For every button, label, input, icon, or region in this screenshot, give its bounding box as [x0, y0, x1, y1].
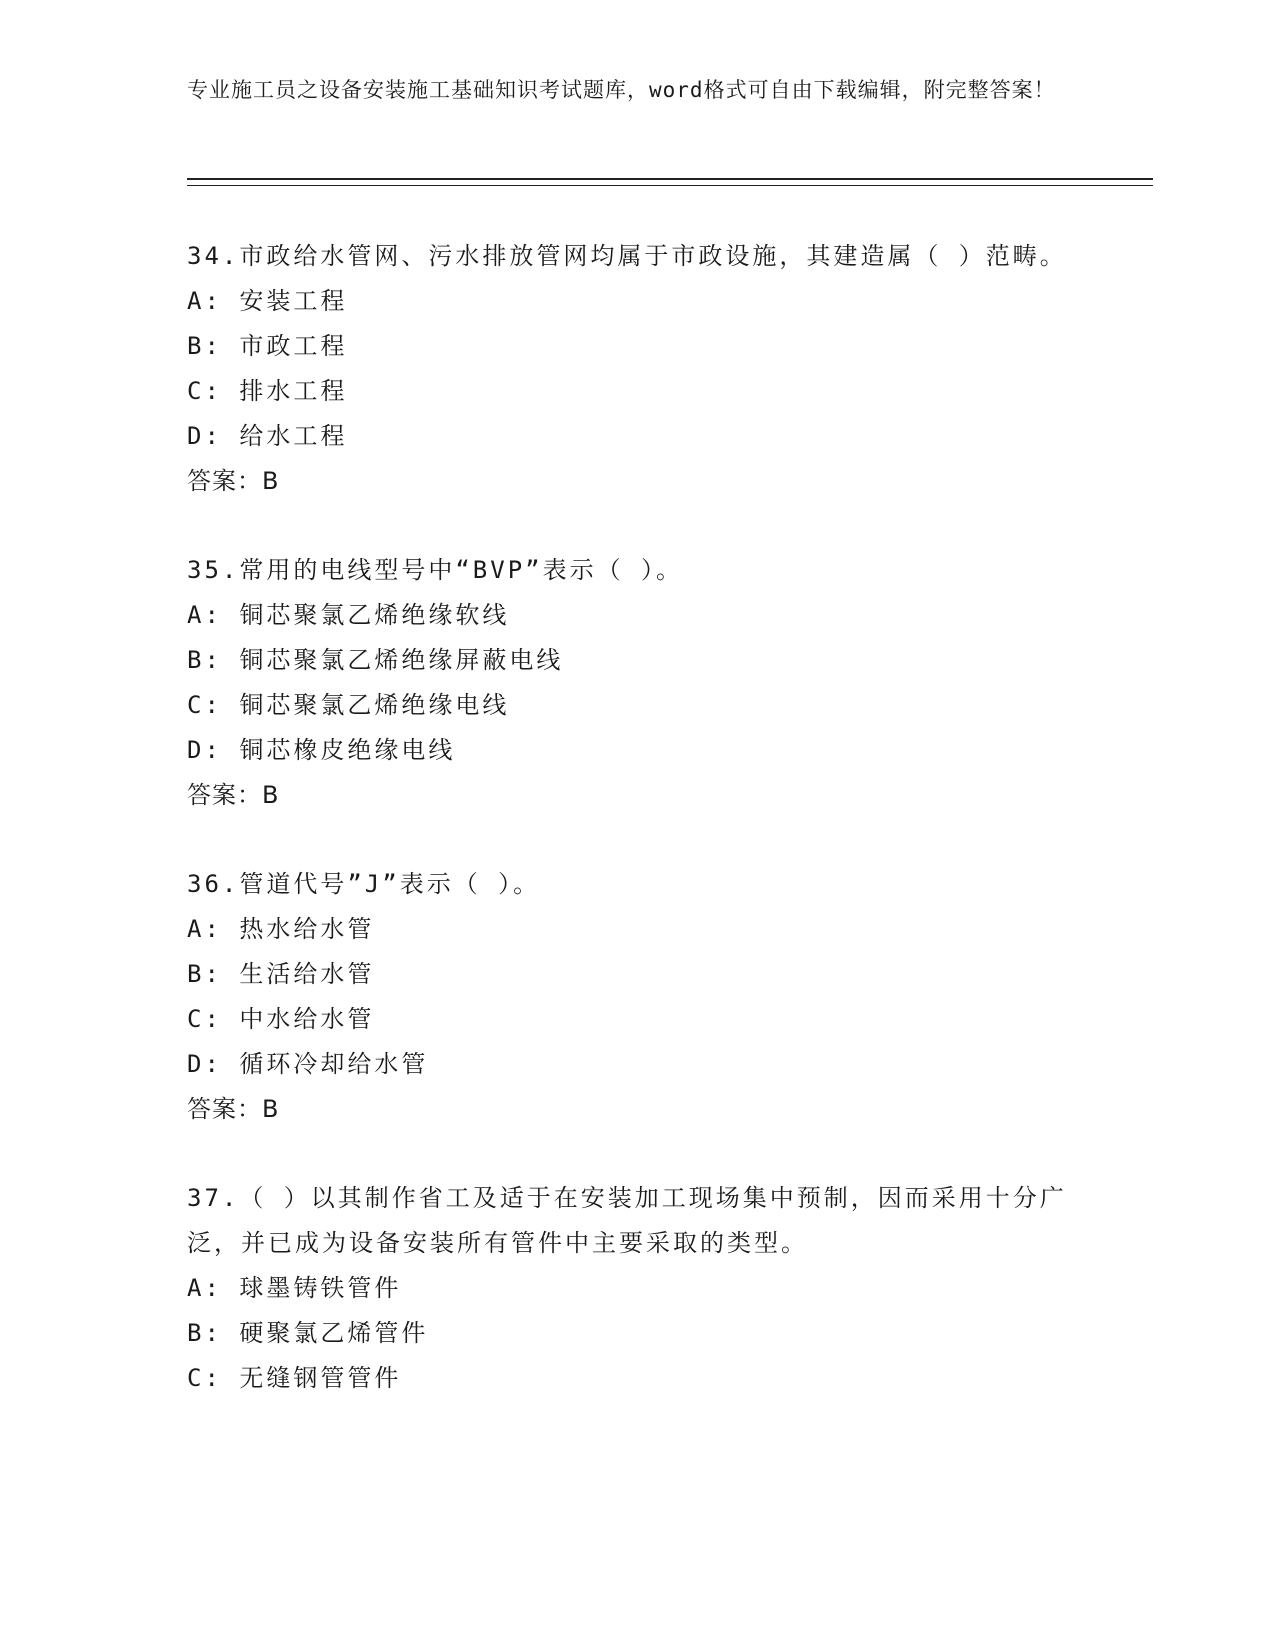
option-b: B: 硬聚氯乙烯管件	[187, 1319, 429, 1347]
option-d: D: 给水工程	[187, 422, 348, 450]
option-d: D: 循环冷却给水管	[187, 1050, 429, 1078]
question-34	[187, 234, 1067, 504]
question-37	[187, 1176, 1067, 1401]
option-c: C: 排水工程	[187, 377, 348, 405]
option-d: D: 铜芯橡皮绝缘电线	[187, 736, 456, 764]
question-35	[187, 548, 1067, 818]
question-36	[187, 862, 1067, 1132]
option-b: B: 生活给水管	[187, 960, 375, 988]
answer-line: 答案：B	[187, 781, 280, 809]
option-c: C: 铜芯聚氯乙烯绝缘电线	[187, 691, 510, 719]
option-c: C: 无缝钢管管件	[187, 1364, 402, 1392]
option-c: C: 中水给水管	[187, 1005, 375, 1033]
answer-line: 答案：B	[187, 1095, 280, 1123]
option-a: A: 安装工程	[187, 287, 348, 315]
option-a: A: 热水给水管	[187, 915, 375, 943]
option-b: B: 铜芯聚氯乙烯绝缘屏蔽电线	[187, 646, 564, 674]
option-a: A: 铜芯聚氯乙烯绝缘软线	[187, 601, 510, 629]
option-b: B: 市政工程	[187, 332, 348, 360]
header-divider	[187, 178, 1153, 186]
answer-line: 答案：B	[187, 467, 280, 495]
question-text: 35.常用的电线型号中“BVP”表示（ ）。	[187, 556, 684, 584]
option-a: A: 球墨铸铁管件	[187, 1274, 402, 1302]
question-text: 37.（ ）以其制作省工及适于在安装加工现场集中预制，因而采用十分广泛，并已成为设备安装所有管件中主要采取的类型。	[187, 1184, 1067, 1257]
document-header: 专业施工员之设备安装施工基础知识考试题库，word格式可自由下载编辑，附完整答案！	[187, 78, 1056, 102]
question-list	[187, 234, 1067, 1445]
question-text: 34.市政给水管网、污水排放管网均属于市政设施，其建造属（ ）范畴。	[187, 242, 1067, 270]
question-text: 36.管道代号”J”表示（ ）。	[187, 870, 541, 898]
